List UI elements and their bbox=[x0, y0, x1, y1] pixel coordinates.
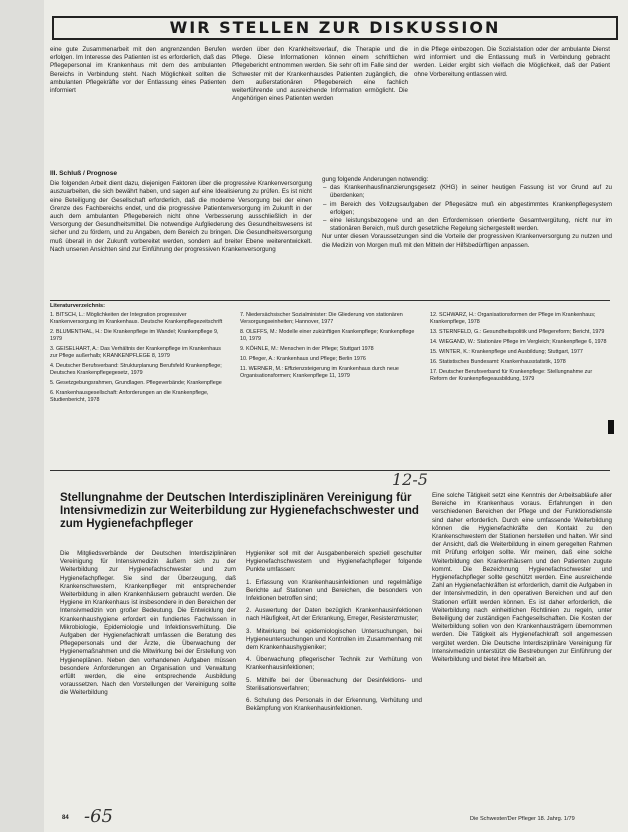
article-list-item: 1. Erfassung von Krankenhausinfektionen und regelmäßige Berichte auf Stationen und Bereichen, die besonders von Infektionen betroffen sind; bbox=[246, 578, 422, 603]
section-3-left bbox=[50, 170, 312, 298]
article-list-item: 5. Mithilfe bei der Überwachung der Desinfektions- und Sterilisationsverfahren; bbox=[246, 676, 422, 692]
section-3-right bbox=[322, 176, 612, 298]
literature-item: 12. SCHWARZ, H.: Organisationsformen der Pflege im Krankenhaus; Krankenpflege, 1978 bbox=[430, 312, 596, 325]
handwritten-page-mark: -65 bbox=[84, 806, 113, 827]
article-column-2-intro: Hygieniker soll mit der Ausgabenbereich speziell geschulter Hygienefachschwestern und Hygienefachpfleger folgende Punkte umfassen: bbox=[246, 550, 422, 574]
article-column-3: Eine solche Tätigkeit setzt eine Kenntnis der Arbeitsabläufe aller Bereiche im Krankenhaus voraus. Erfahrungen in den verschiedenen Bereichen der Pflege und der Funktionsdienste sind daher erforderlich. Durch eine umfassende Weiterbildung können die Hygienefachkräfte den Kontakt zu den Krankenschwestern der Stationen herstellen und halten. Wir sind der Ansicht, daß die Weiterbildung in einem geregelten Rahmen mit Prüfung erfolgen sollte. Wir meinen, daß eine solche Weiterbildung den Krankenhäusern und den Patienten zugute kommt. Die Bezeichnung Hygienefachschwester und Hygienefachpfleger sollte geschützt werden. Eine ausreichende Zahl an Hygienefachkräften ist erforderlich, damit die Aufgaben in der Intensivmedizin, in den operativen Bereichen und auf den Stationen erfüllt werden können. Es ist daher erforderlich, die Weiterbildung nach einheitlichen Richtlinien zu regeln, unter Beteiligung der zuständigen Fachgesellschaften. Die Kosten der Weiterbildung sollen von den Krankenhausträgern übernommen werden. Die Tätigkeit als Hygienefachkraft soll angemessen vergütet werden. Die Deutsche Interdisziplinäre Vereinigung für Intensivmedizin unterstützt die Bestrebungen zur Einführung der Weiterbildung und bietet ihre Mitarbeit an. bbox=[432, 492, 612, 664]
literature-column-2 bbox=[240, 312, 418, 462]
scan-edge-mark bbox=[608, 420, 614, 434]
binder-edge bbox=[0, 0, 44, 832]
section-3-left-text: Die folgenden Arbeit dient dazu, diejenigen Faktoren über die progressive Krankenversorgung auszuarbeiten, die sich bewährt haben, und sagen auf eine Idealisierung zu prüfen. Es ist nicht eine Beteiligung der Gesellschaft erforderlich, daß die moderne Versorgung bei der einen Grenze des Fachbereichs endet, und die progressive Patientenversorgung im Zukunft in der auch dem ambulanten Pflegebereich nicht ohne Verbesserung ausschließlich in der Versorgung der Gesundheitsmittel. Die notwendige Aufgliederung des Gesundheitswesens ist sicher und zu fördern, und zu Angaben, dem Bereich zu bringen. Die Gesundheitsversorgung muß überall in der Zukunft vorbereitet werden, sondern auf breiter Ebene weiterentwickelt. Nach unseren Ansichten sind zur Einführung der progressiven Krankenversorgung bbox=[50, 180, 312, 253]
article-column-1: Die Mitgliedsverbände der Deutschen Interdisziplinären Vereinigung für Intensivmedizin äußern sich zu der Weiterbildung zur Hygienefachschwester und zum Hygienefachpfleger. Sie sind der Überzeugung, daß Krankenschwestern, Krankenpfleger mit entsprechender Weiterbildung in allen Krankenhäusern gebraucht werden. Die Hygiene im Krankenhaus ist insbesondere in den Bereichen der Intensivmedizin von großer Bedeutung. Die Entwicklung der Krankenhaushygiene erfordert ein fundiertes Fachwissen in Mikrobiologie, Epidemiologie und Infektionsverhütung. Die Aufgaben der Hygienefachkraft umfassen die Beratung des Pflegepersonals und der Ärzte, die Überwachung der Hygienemaßnahmen und die Mitwirkung bei der Erstellung von Hygieneplänen. Neben den vorhandenen Aufgaben müssen besondere Anforderungen an Organisation und Verwaltung erfüllt werden, die eine entsprechende Ausbildung voraussetzen. Nach den Vorstellungen der Vereinigung sollte die Weiterbildung bbox=[60, 550, 236, 697]
top-column-1: eine gute Zusammenarbeit mit den angrenzenden Berufen erfolgen. Im Interesse des Patienten ist es erforderlich, daß das Pflegepersonal im Krankenhaus mit dem des ambulanten Bereichs in Verbindung steht. Nach Möglichkeit sollten die ambulanten Pflegekräfte vor der Entlassung eines Patienten informiert bbox=[50, 46, 226, 95]
section-3-bullet: – das Krankenhausfinanzierungsgesetz (KHG) in seiner heutigen Fassung ist vor Grund auf zu überdenken; bbox=[330, 184, 612, 200]
literature-item: 11. WERNER, M.: Effizienzsteigerung im Krankenhaus durch neue Organisationsformen; Krankenpflege 11, 1979 bbox=[240, 366, 399, 379]
section-3-bullet: – im Bereich des Vollzugsaufgaben der Pflegesätze muß ein abgestimmtes Krankenpflegesystem erfolgen; bbox=[330, 201, 612, 217]
literature-item: 4. Deutscher Berufsverband: Strukturplanung Berufsfeld Krankenpflege; Deutsches Krankenpflegegesetz, 1979 bbox=[50, 363, 222, 376]
literature-item: 5. Gesetzgebungsrahmen, Grundlagen. Pflegeverbände; Krankenpflege bbox=[50, 380, 222, 386]
section-3-right-close: Nur unter diesen Voraussetzungen sind die Vorteile der progressiven Krankenversorgung zu nutzen und die Medizin von Morgen muß mit den Mitteln der Hilfsbedürftigen anpassen. bbox=[322, 233, 612, 249]
literature-column-3 bbox=[430, 312, 610, 462]
article-list-item: 6. Schulung des Personals in der Erkennung, Verhütung und Bekämpfung von Krankenhausinfektionen. bbox=[246, 697, 422, 713]
section-3-bullets bbox=[322, 184, 612, 233]
literature-item: 15. WINTER, K.: Krankenpflege und Ausbildung; Stuttgart, 1977 bbox=[430, 349, 583, 355]
article-divider-rule bbox=[50, 470, 610, 471]
literature-rule bbox=[50, 300, 610, 301]
page-number: 84 bbox=[62, 815, 69, 821]
journal-footer: Die Schwester/Der Pfleger 18. Jahrg. 1/79 bbox=[470, 816, 575, 822]
literature-title: Literaturverzeichnis: bbox=[50, 303, 106, 309]
top-column-3: in die Pflege einbezogen. Die Sozialstation oder der ambulante Dienst wird informiert und die Entlassung muß in Verbindung gebracht werden. Leider ergibt sich vielfach die Möglichkeit, daß der Patient ohne Vorbereitung entlassen wird. bbox=[414, 46, 610, 78]
article-column-2 bbox=[246, 550, 422, 812]
literature-item: 13. STERNFELD, G.: Gesundheitspolitik und Pflegereform; Bericht, 1979 bbox=[430, 329, 605, 335]
top-column-2: werden über den Krankheitsverlauf, die Therapie und die Pflege. Diese Informationen können einem schriftlichen Pflegebericht entnommen werden. Sie sehr oft im Falle sind der Schwester mit der Krankenhausdes Patienten zugänglich, die dem außerstationären Pflegebereich eine fachlich weiterführende und ausreichende Information ermöglicht. Die Angehörigen eines Patienten werden bbox=[232, 46, 408, 103]
literature-item: 8. OLEFFS, M.: Modelle einer zukünftigen Krankenpflege; Krankenpflege 10, 1979 bbox=[240, 329, 415, 342]
literature-item: 3. GEISELHART, A.: Das Verhältnis der Krankenpflege im Krankenhaus zur Pflege außerhalb; KRANKENPFLEGE 8, 1979 bbox=[50, 346, 221, 359]
handwritten-title-mark: 12-5 bbox=[392, 470, 428, 489]
section-3-heading: III. Schluß / Prognose bbox=[50, 170, 118, 177]
literature-item: 10. Pfleger, A.: Krankenhaus und Pflege; Berlin 1976 bbox=[240, 356, 366, 362]
literature-item: 14. WIEGAND, W.: Stationäre Pflege im Vergleich; Krankenpflege 6, 1978 bbox=[430, 339, 607, 345]
article-title: Stellungnahme der Deutschen Interdisziplinären Vereinigung für Intensivmedizin zur Weiterbildung zur Hygienefachschwester und zum Hygienefachpfleger bbox=[60, 492, 419, 530]
literature-item: 1. BITSCH, L.: Möglichkeiten der Integration progressiver Krankenversorgung im Krankenhaus. Deutsche Krankenpflegezeitschrift bbox=[50, 312, 223, 325]
literature-item: 9. KÖHNLE, M.: Menschen in der Pflege; Stuttgart 1978 bbox=[240, 346, 374, 352]
section-3-right-intro: gung folgende Änderungen notwendig: bbox=[322, 176, 429, 183]
literature-item: 6. Krankenhausgesellschaft: Anforderungen an die Krankenpflege, Studienbericht, 1978 bbox=[50, 390, 209, 403]
literature-item: 17. Deutscher Berufsverband für Krankenpflege: Stellungnahme zur Reform der Krankenpflegeausbildung, 1979 bbox=[430, 369, 593, 382]
literature-column-1 bbox=[50, 312, 228, 462]
literature-item: 16. Statistisches Bundesamt: Krankenhausstatistik, 1978 bbox=[430, 359, 566, 365]
article-list-item: 3. Mitwirkung bei epidemiologischen Untersuchungen, bei Hygieneuntersuchungen und Kontrollen im Zusammenhang mit dem Krankenhaushygieniker; bbox=[246, 627, 422, 652]
literature-item: 7. Niedersächsischer Sozialminister: Die Gliederung von stationären Versorgungseinheiten; Hannover, 1977 bbox=[240, 312, 403, 325]
article-list-item: 2. Auswertung der Daten bezüglich Krankenhausinfektionen nach Häufigkeit, Art der Erkrankung, Erreger, Resistenzmuster; bbox=[246, 607, 422, 623]
section-3-bullet: – eine leistungsbezogene und an den Erfordernissen orientierte Gesamtvergütung, nicht nur im stationären Bereich, muß durch gesetzliche Regelung sichergestellt werden. bbox=[330, 217, 612, 233]
section-banner: WIR STELLEN ZUR DISKUSSION bbox=[52, 16, 618, 40]
article-list-item: 4. Überwachung pflegerischer Technik zur Verhütung von Krankenhausinfektionen; bbox=[246, 656, 422, 672]
literature-item: 2. BLUMENTHAL, H.: Die Krankenpflege im Wandel; Krankenpflege 9, 1979 bbox=[50, 329, 219, 342]
